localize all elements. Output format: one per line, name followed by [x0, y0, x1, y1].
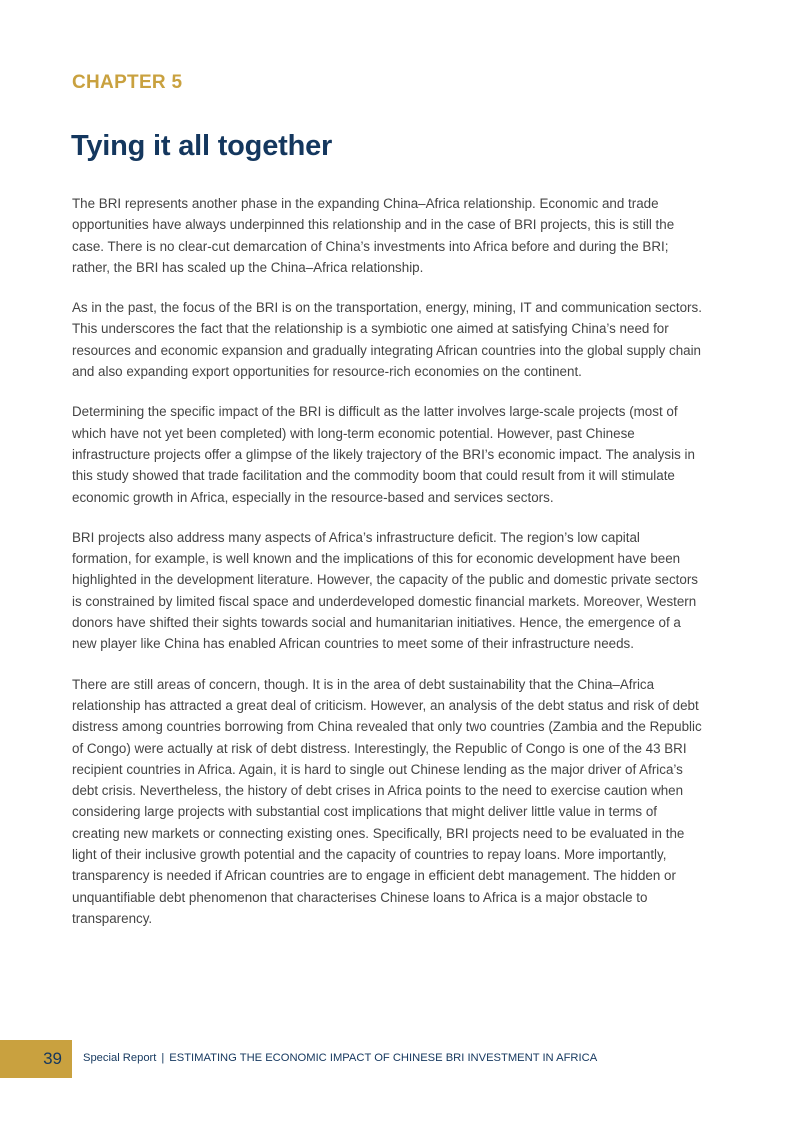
footer-separator: |	[161, 1052, 165, 1064]
body-text	[72, 193, 702, 948]
footer-report-type: Special Report	[83, 1052, 157, 1064]
page-number: 39	[0, 1040, 72, 1078]
footer-report-title: ESTIMATING THE ECONOMIC IMPACT OF CHINESE BRI INVESTMENT IN AFRICA	[169, 1052, 598, 1064]
page-title: Tying it all together	[71, 130, 333, 162]
running-footer	[83, 1052, 597, 1064]
paragraph-3: Determining the specific impact of the BRI is difficult as the latter involves large-scale projects (most of which have not yet been completed) with long-term economic potential. However, past Chinese infrastructure projects offer a glimpse of the likely trajectory of the BRI’s economic impact. The analysis in this study showed that trade facilitation and the commodity boom that could result from it will stimulate economic growth in Africa, especially in the resource-based and services sectors.	[72, 404, 695, 505]
paragraph-2: As in the past, the focus of the BRI is on the transportation, energy, mining, IT and communication sectors. This underscores the fact that the relationship is a symbiotic one aimed at satisfying China’s need for resources and economic expansion and gradually integrating African countries into the global supply chain and also expanding export opportunities for resource-rich economies on the continent.	[72, 300, 702, 380]
paragraph-4: BRI projects also address many aspects of Africa’s infrastructure deficit. The region’s low capital formation, for example, is well known and the implications of this for economic development have been highlighted in the development literature. However, the capacity of the public and domestic private sectors is constrained by limited fiscal space and underdeveloped domestic financial markets. Moreover, Western donors have shifted their sights towards social and humanitarian initiatives. Hence, the emergence of a new player like China has enabled African countries to meet some of their infrastructure needs.	[72, 529, 698, 652]
paragraph-1: The BRI represents another phase in the expanding China–Africa relationship. Economic and trade opportunities have always underpinned this relationship and in the case of BRI projects, this is still the case. There is no clear-cut demarcation of China’s investments into Africa before and during the BRI; rather, the BRI has scaled up the China–Africa relationship.	[72, 196, 675, 275]
chapter-label: CHAPTER 5	[72, 72, 183, 93]
paragraph-5: There are still areas of concern, though. It is in the area of debt sustainability that the China–Africa relationship has attracted a great deal of criticism. However, an analysis of the debt status and risk of debt distress among countries borrowing from China revealed that only two countries (Zambia and the Republic of Congo) were actually at risk of debt distress. Interestingly, the Republic of Congo is one of the 43 BRI recipient countries in Africa. Again, it is hard to single out Chinese lending as the major driver of Africa’s debt crisis. Nevertheless, the history of debt crises in Africa points to the need to exercise caution when considering large projects with substantial cost implications that might deliver little value in terms of creating new markets or connecting existing ones. Specifically, BRI projects need to be evaluated in the light of their inclusive growth potential and the capacity of countries to repay loans. More importantly, transparency is needed if African countries are to engage in efficient debt management. The hidden or unquantifiable debt phenomenon that characterises Chinese loans to Africa is a major obstacle to transparency.	[72, 676, 702, 926]
